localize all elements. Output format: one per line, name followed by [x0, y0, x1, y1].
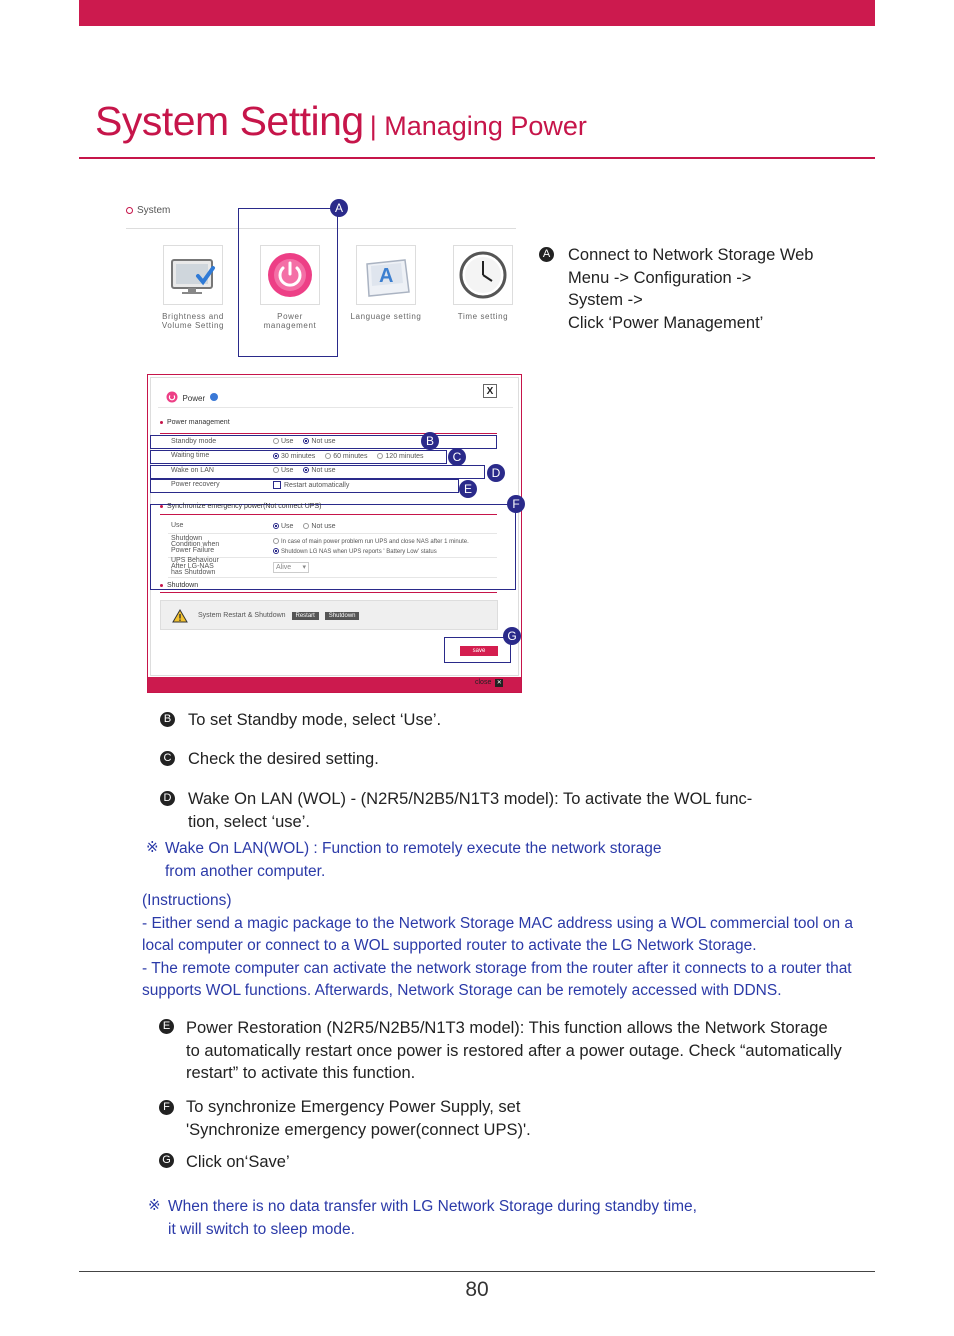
wake-on-lan-options: Use Not use [273, 467, 336, 474]
step-badge-e: E [159, 1019, 174, 1034]
sleep-note-text: When there is no data transfer with LG Network Storage during standby time, it will switch to sleep mode. [168, 1198, 697, 1238]
step-badge-a: A [539, 247, 554, 262]
callout-row-d [150, 465, 485, 479]
callout-badge-a: A [330, 199, 348, 217]
close-icon: ✕ [496, 680, 502, 686]
step-e-text: Power Restoration (N2R5/N2B5/N1T3 model): This function allows the Network Storage to automatically restart once power is restored after a power outage. Check “automatically restart” to activate this function. [186, 1019, 842, 1082]
ups-behaviour-select[interactable]: Alive ▾ [273, 562, 309, 573]
time-setting-tile[interactable] [453, 245, 513, 305]
warning-icon [172, 609, 188, 628]
language-setting-tile[interactable] [356, 245, 416, 305]
power-recovery-label: Power recovery [171, 481, 220, 488]
step-badge-g: G [159, 1153, 174, 1168]
shutdown-condition-label: Shutdown Condition when Power Failure [171, 535, 220, 554]
standby-mode-label: Standby mode [171, 438, 217, 445]
step-b-text: To set Standby mode, select ‘Use’. [188, 711, 442, 729]
dialog-title: Power [166, 388, 218, 406]
shutdown-button[interactable]: Shutdown [325, 612, 360, 620]
radio-use[interactable] [273, 523, 279, 529]
monitor-icon [164, 246, 222, 304]
language-key-icon [357, 246, 415, 304]
standby-mode-options: Use Not use [273, 438, 336, 445]
divider [168, 577, 497, 578]
dialog-close-button[interactable]: close ✕ [475, 679, 502, 686]
callout-badge-e: E [459, 480, 477, 498]
top-bar [79, 0, 875, 26]
shutdown-heading: Shutdown [160, 582, 198, 589]
brightness-volume-tile[interactable] [163, 245, 223, 305]
time-setting-caption: Time setting [457, 312, 509, 321]
heading-rule [160, 592, 497, 593]
power-selection-highlight [238, 208, 338, 357]
heading-rule [160, 433, 497, 434]
callout-row-b [150, 435, 497, 449]
dialog-footer [148, 677, 521, 692]
step-badge-d: D [160, 791, 175, 806]
shutdown-condition-options: In case of main power problem run UPS and close NAS after 1 minute. Shutdown LG NAS when UPS reports ' Battery Low' status [273, 537, 469, 557]
power-management-caption: Power management [263, 312, 317, 330]
page-title [95, 98, 587, 145]
step-badge-b: B [160, 712, 175, 727]
instructions-block: (Instructions) - Either send a magic package to the Network Storage MAC address using a WOL commercial tool on a local computer or connect to a WOL supported router to activate the LG Network Storage. - The remote computer can activate the network storage from the router after it connects to a router that supports WOL functions. Afterwards, Network Storage can be remotely accessed with DDNS. [142, 892, 854, 999]
clock-icon [454, 246, 512, 304]
step-c-text: Check the desired setting. [188, 750, 379, 768]
step-f-text: To synchronize Emergency Power Supply, set 'Synchronize emergency power(connect UPS)'. [186, 1098, 531, 1139]
bullet-icon [126, 207, 133, 214]
ups-use-label: Use [171, 522, 184, 529]
language-setting-caption: Language setting [350, 312, 422, 321]
radio-option[interactable] [273, 538, 279, 544]
callout-badge-f: F [507, 495, 525, 513]
restart-shutdown-row: System Restart & Shutdown Restart Shutdown [198, 612, 359, 620]
ups-use-options: Use Not use [273, 523, 336, 530]
bottom-rule [79, 1271, 875, 1272]
callout-row-e [150, 479, 459, 493]
title-rule [79, 157, 875, 159]
wake-on-lan-label: Wake on LAN [171, 467, 214, 474]
radio-not-use[interactable] [303, 523, 309, 529]
brightness-volume-caption: Brightness and Volume Setting [161, 312, 225, 330]
chevron-down-icon: ▾ [302, 564, 306, 571]
power-icon [166, 391, 178, 403]
save-button[interactable]: save [460, 646, 498, 656]
ups-behaviour-label: UPS Behaviour After LG-NAS has Shutdown [171, 557, 219, 576]
waiting-time-options: 30 minutes 60 minutes 120 minutes [273, 453, 424, 460]
step-a-text: Connect to Network Storage Web Menu -> Configuration -> System -> Click ‘Power Management’ [568, 246, 814, 332]
power-recovery-option: Restart automatically [273, 481, 349, 489]
waiting-time-label: Waiting time [171, 452, 210, 459]
callout-row-c [150, 450, 447, 464]
divider [158, 407, 513, 408]
ups-heading: Synchronize emergency power(Not connect UPS) [160, 503, 321, 510]
heading-rule [160, 514, 497, 515]
callout-badge-d: D [487, 464, 505, 482]
wol-note-text: Wake On LAN(WOL) : Function to remotely execute the network storage from another computer. [165, 840, 662, 880]
step-badge-f: F [159, 1100, 174, 1115]
note-mark: ※ [146, 839, 159, 856]
restart-button[interactable]: Restart [292, 612, 319, 620]
divider [168, 533, 497, 534]
note-mark: ※ [148, 1197, 161, 1214]
dialog-close-x-button[interactable]: X [483, 384, 497, 398]
page-title-sub: | Managing Power [369, 111, 587, 141]
callout-badge-c: C [448, 448, 466, 466]
step-g-text: Click on‘Save’ [186, 1153, 290, 1171]
page-title-main: System Setting [95, 98, 364, 144]
callout-badge-g: G [503, 627, 521, 645]
step-badge-c: C [160, 751, 175, 766]
callout-badge-b: B [421, 432, 439, 450]
step-d-text: Wake On LAN (WOL) - (N2R5/N2B5/N1T3 model): To activate the WOL func- tion, select ‘use’. [188, 790, 753, 831]
help-icon[interactable] [210, 393, 218, 401]
svg-text:A: A [379, 265, 394, 287]
system-label: System [126, 205, 170, 216]
radio-option[interactable] [273, 548, 279, 554]
page-number: 80 [465, 1278, 489, 1301]
power-management-heading: Power management [160, 419, 230, 426]
